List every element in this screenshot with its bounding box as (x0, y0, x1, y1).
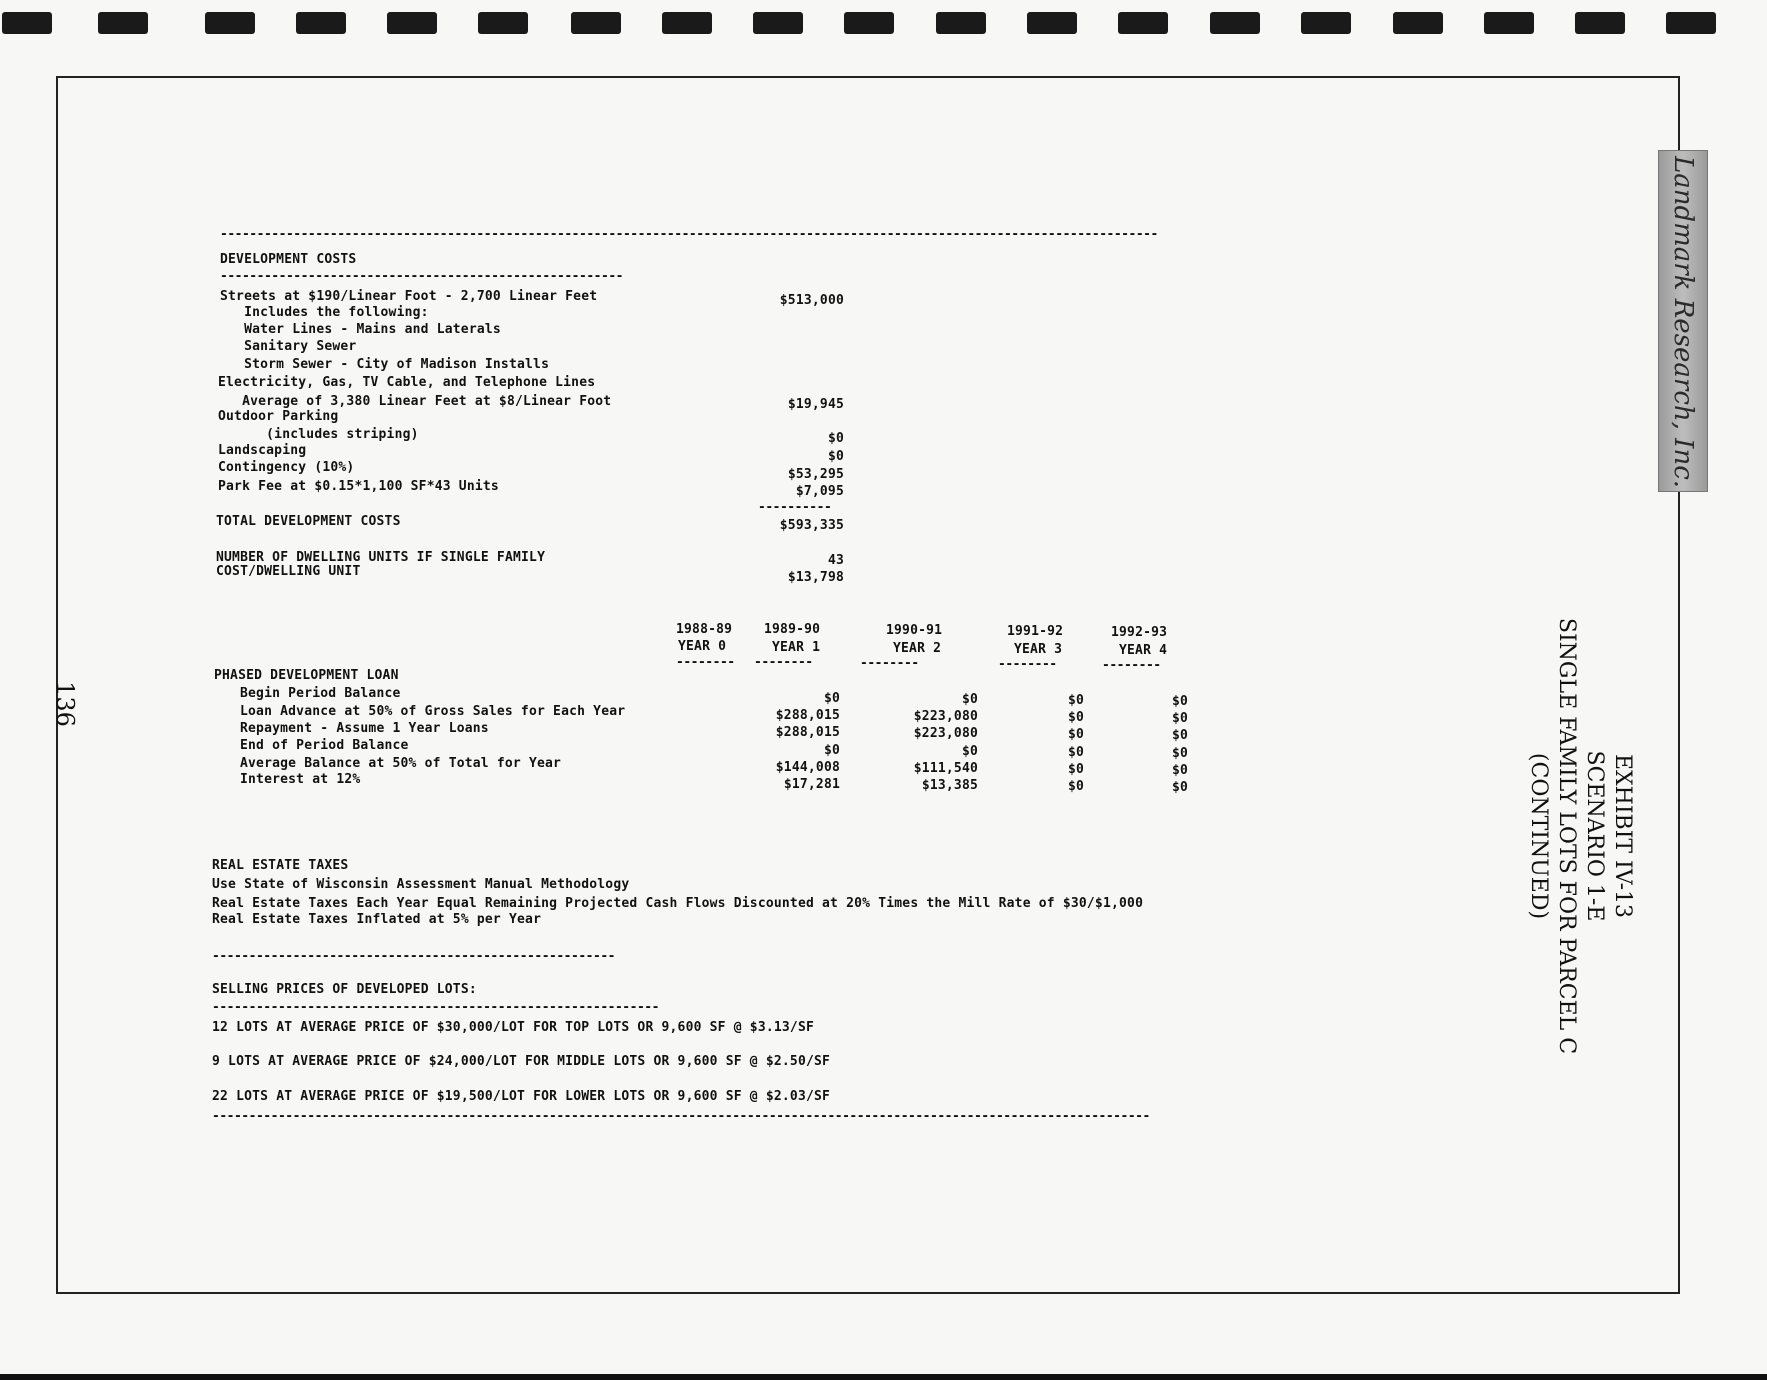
exhibit-title-line: SINGLE FAMILY LOTS FOR PARCEL C (1554, 617, 1579, 1055)
loan-row-label: Loan Advance at 50% of Gross Sales for Each Year (240, 704, 626, 719)
binder-hole (2, 12, 52, 34)
loan-cell: $0 (1171, 694, 1188, 709)
binder-hole (1027, 12, 1077, 34)
exhibit-title (1524, 616, 1636, 1056)
sum-rule: ---------- (758, 501, 832, 515)
loan-cell: $13,385 (921, 778, 978, 793)
column-fiscal-year: 1991-92 (1007, 624, 1064, 639)
binder-hole (478, 12, 528, 34)
exhibit-title-line: (CONTINUED) (1526, 752, 1551, 920)
binder-hole (1393, 12, 1443, 34)
loan-row-label: Repayment - Assume 1 Year Loans (240, 721, 489, 736)
binder-hole (296, 12, 346, 34)
cost-item-label: Storm Sewer - City of Madison Installs (220, 357, 550, 372)
exhibit-title-line: EXHIBIT IV-13 (1610, 753, 1635, 919)
binder-hole (753, 12, 803, 34)
selling-line: 9 LOTS AT AVERAGE PRICE OF $24,000/LOT FOR MIDDLE LOTS OR 9,600 SF @ $2.50/SF (212, 1054, 831, 1069)
cost-item-label: (includes striping) (218, 427, 419, 442)
loan-cell: $0 (1067, 710, 1084, 725)
cost-item-label: Park Fee at $0.15*1,100 SF*43 Units (218, 479, 499, 494)
selling-line: 12 LOTS AT AVERAGE PRICE OF $30,000/LOT FOR TOP LOTS OR 9,600 SF @ $3.13/SF (212, 1020, 814, 1035)
loan-cell: $17,281 (783, 777, 840, 792)
cost-item-label: Electricity, Gas, TV Cable, and Telephone Lines (218, 375, 596, 390)
cost-item-value: $7,095 (795, 484, 844, 499)
binder-hole (571, 12, 621, 34)
cost-item-label: Includes the following: (220, 305, 429, 320)
taxes-heading: REAL ESTATE TAXES (212, 858, 349, 873)
binder-hole (1575, 12, 1625, 34)
binder-hole (1666, 12, 1716, 34)
loan-cell: $0 (961, 692, 978, 707)
column-rule: -------- (1102, 659, 1161, 673)
binder-hole (844, 12, 894, 34)
publisher-logo-tab (1658, 150, 1708, 492)
loan-cell: $0 (1171, 728, 1188, 743)
taxes-rule: ------------------------------------------------------- (212, 950, 615, 964)
column-fiscal-year: 1992-93 (1111, 625, 1168, 640)
loan-cell: $0 (1171, 711, 1188, 726)
loan-cell: $0 (1067, 779, 1084, 794)
binder-hole (205, 12, 255, 34)
cost-item-value: $53,295 (787, 467, 844, 482)
loan-cell: $288,015 (775, 725, 840, 740)
cost-item-label: Streets at $190/Linear Foot - 2,700 Linear Feet (220, 289, 598, 304)
dwelling-units-label: NUMBER OF DWELLING UNITS IF SINGLE FAMILY (216, 550, 546, 565)
column-year: YEAR 2 (893, 641, 942, 656)
column-year: YEAR 0 (678, 639, 727, 654)
loan-cell: $0 (1067, 727, 1084, 742)
loan-row-label: Begin Period Balance (240, 686, 401, 701)
loan-cell: $0 (823, 743, 840, 758)
column-year: YEAR 1 (772, 640, 821, 655)
binder-hole (387, 12, 437, 34)
page-number: 136 (50, 681, 79, 727)
total-development-costs-label: TOTAL DEVELOPMENT COSTS (216, 514, 401, 529)
binder-hole (98, 12, 148, 34)
column-rule: -------- (754, 656, 813, 670)
cost-item-label: Landscaping (218, 443, 307, 458)
dwelling-units-value: 43 (827, 553, 844, 568)
exhibit-title-line: SCENARIO 1-E (1582, 750, 1607, 922)
binder-hole (1210, 12, 1260, 34)
column-year: YEAR 3 (1014, 642, 1063, 657)
binder-hole (662, 12, 712, 34)
binder-holes (0, 12, 1767, 38)
binder-hole (1484, 12, 1534, 34)
binder-hole (1301, 12, 1351, 34)
loan-cell: $111,540 (913, 761, 978, 776)
binder-hole (936, 12, 986, 34)
cost-item-label: Contingency (10%) (218, 460, 355, 475)
selling-line: 22 LOTS AT AVERAGE PRICE OF $19,500/LOT FOR LOWER LOTS OR 9,600 SF @ $2.03/SF (212, 1089, 831, 1104)
development-costs-rule: ------------------------------------------------------- (220, 270, 623, 284)
loan-cell: $0 (1067, 745, 1084, 760)
binder-hole (1118, 12, 1168, 34)
selling-heading: SELLING PRICES OF DEVELOPED LOTS: (212, 982, 477, 997)
cost-per-unit-label: COST/DWELLING UNIT (216, 564, 361, 579)
selling-rule: ------------------------------------------------------------- (212, 1001, 659, 1015)
cost-item-value: $0 (827, 431, 844, 446)
cost-item-value: $0 (827, 449, 844, 464)
taxes-line: Use State of Wisconsin Assessment Manual Methodology (212, 877, 630, 892)
loan-cell: $0 (1067, 762, 1084, 777)
loan-cell: $223,080 (913, 709, 978, 724)
cost-item-label: Water Lines - Mains and Laterals (220, 322, 501, 337)
development-costs-heading: DEVELOPMENT COSTS (220, 252, 357, 267)
column-rule: -------- (860, 657, 919, 671)
loan-row-label: End of Period Balance (240, 738, 409, 753)
column-fiscal-year: 1988-89 (676, 622, 733, 637)
loan-heading: PHASED DEVELOPMENT LOAN (214, 668, 399, 683)
column-rule: -------- (676, 656, 735, 670)
column-rule: -------- (998, 658, 1057, 672)
column-year: YEAR 4 (1119, 643, 1168, 658)
cost-item-label: Average of 3,380 Linear Feet at $8/Linear Foot (218, 394, 612, 409)
taxes-line: Real Estate Taxes Inflated at 5% per Year (212, 912, 542, 927)
cost-item-value: $19,945 (787, 397, 844, 412)
loan-cell: $0 (1171, 763, 1188, 778)
loan-cell: $144,008 (775, 760, 840, 775)
loan-cell: $0 (1067, 693, 1084, 708)
loan-cell: $0 (961, 744, 978, 759)
loan-cell: $288,015 (775, 708, 840, 723)
loan-cell: $0 (823, 691, 840, 706)
top-rule: -------------------------------------------------------------------------------------------------------------------------------- (220, 228, 1158, 242)
loan-cell: $223,080 (913, 726, 978, 741)
taxes-line: Real Estate Taxes Each Year Equal Remaining Projected Cash Flows Discounted at 20% Times the Mill Rate of $30/$1,000 (212, 896, 1144, 911)
cost-per-unit-value: $13,798 (787, 570, 844, 585)
loan-cell: $0 (1171, 780, 1188, 795)
loan-row-label: Average Balance at 50% of Total for Year (240, 756, 562, 771)
cost-item-label: Sanitary Sewer (220, 339, 357, 354)
column-fiscal-year: 1990-91 (886, 623, 943, 638)
total-development-costs-value: $593,335 (779, 518, 844, 533)
cost-item-label: Outdoor Parking (218, 409, 339, 424)
scan-edge (0, 1374, 1767, 1380)
cost-item-value: $513,000 (779, 293, 844, 308)
bottom-rule: -------------------------------------------------------------------------------------------------------------------------------- (212, 1110, 1150, 1124)
publisher-logo: Landmark Research, Inc. (1668, 155, 1698, 489)
column-fiscal-year: 1989-90 (764, 622, 821, 637)
loan-cell: $0 (1171, 746, 1188, 761)
loan-row-label: Interest at 12% (240, 772, 361, 787)
